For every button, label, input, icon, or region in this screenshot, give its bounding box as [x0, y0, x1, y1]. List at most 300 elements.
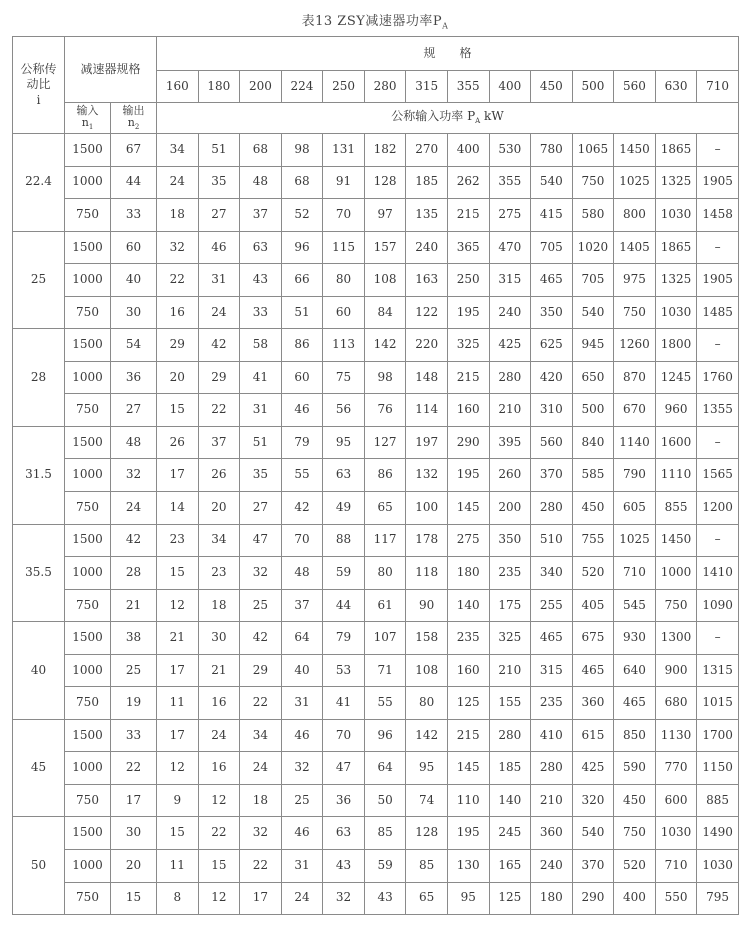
power-cell: 315: [489, 264, 531, 297]
input-speed-cell: 750: [65, 296, 111, 329]
power-cell: 108: [364, 264, 406, 297]
power-cell: 117: [364, 524, 406, 557]
power-cell: 280: [531, 492, 573, 525]
power-cell: 110: [447, 784, 489, 817]
power-cell: 130: [447, 850, 489, 883]
power-cell: 1865: [655, 134, 697, 167]
power-cell: 1405: [614, 231, 656, 264]
input-speed-cell: 750: [65, 882, 111, 915]
input-speed-cell: 1000: [65, 850, 111, 883]
table-row: [13, 622, 739, 655]
power-cell: 1030: [655, 296, 697, 329]
power-cell: 17: [157, 719, 199, 752]
power-cell: 175: [489, 589, 531, 622]
output-speed-symbol: n: [127, 115, 135, 129]
input-speed-cell: 1000: [65, 264, 111, 297]
table-row: [13, 524, 739, 557]
power-cell: 465: [531, 622, 573, 655]
power-cell: 530: [489, 134, 531, 167]
power-cell: 21: [198, 654, 240, 687]
power-cell: 255: [531, 589, 573, 622]
power-cell: 58: [240, 329, 282, 362]
power-cell: 74: [406, 784, 448, 817]
input-speed-cell: 750: [65, 589, 111, 622]
power-cell: 59: [364, 850, 406, 883]
power-cell: 245: [489, 817, 531, 850]
input-speed-cell: 750: [65, 492, 111, 525]
power-cell: 780: [531, 134, 573, 167]
power-cell: 1450: [614, 134, 656, 167]
power-cell: 585: [572, 459, 614, 492]
power-cell: 98: [364, 361, 406, 394]
power-cell: 400: [447, 134, 489, 167]
power-cell: 48: [240, 166, 282, 199]
power-cell: 1865: [655, 231, 697, 264]
ratio-cell: 31.5: [13, 426, 65, 524]
power-cell: 59: [323, 557, 365, 590]
power-cell: 71: [364, 654, 406, 687]
power-cell: 11: [157, 850, 199, 883]
power-cell: 520: [614, 850, 656, 883]
power-cell: 50: [364, 784, 406, 817]
power-cell: 1030: [655, 199, 697, 232]
power-table-body: [13, 37, 739, 915]
power-cell: 710: [614, 557, 656, 590]
power-cell: 22: [240, 850, 282, 883]
power-cell: 545: [614, 589, 656, 622]
power-cell: 34: [240, 719, 282, 752]
size-header-cell: 180: [198, 71, 240, 103]
power-cell: 16: [198, 687, 240, 720]
power-cell: 705: [531, 231, 573, 264]
ratio-header-line: 动比: [26, 77, 51, 92]
power-cell: 122: [406, 296, 448, 329]
power-cell: 44: [323, 589, 365, 622]
power-cell: 46: [281, 817, 323, 850]
power-cell: 855: [655, 492, 697, 525]
power-cell: 670: [614, 394, 656, 427]
power-cell: 27: [240, 492, 282, 525]
output-speed-cell: 22: [111, 752, 157, 785]
power-cell: 182: [364, 134, 406, 167]
power-cell: 145: [447, 492, 489, 525]
power-cell: 35: [198, 166, 240, 199]
power-cell: 885: [697, 784, 739, 817]
power-cell: 1315: [697, 654, 739, 687]
spec-header: 减速器规格: [65, 37, 157, 103]
power-cell: 1905: [697, 264, 739, 297]
power-cell: 90: [406, 589, 448, 622]
power-cell: 86: [364, 459, 406, 492]
power-cell: 24: [198, 296, 240, 329]
ratio-cell: 22.4: [13, 134, 65, 232]
power-cell: 107: [364, 622, 406, 655]
power-cell: 158: [406, 622, 448, 655]
power-cell: 215: [447, 719, 489, 752]
power-cell: 197: [406, 426, 448, 459]
power-cell: 1458: [697, 199, 739, 232]
power-cell: 465: [531, 264, 573, 297]
output-speed-cell: 24: [111, 492, 157, 525]
power-cell: 250: [447, 264, 489, 297]
power-cell: 49: [323, 492, 365, 525]
power-cell: 1325: [655, 264, 697, 297]
power-cell: 1325: [655, 166, 697, 199]
power-cell: 675: [572, 622, 614, 655]
power-cell: 68: [240, 134, 282, 167]
power-cell: 1110: [655, 459, 697, 492]
input-speed-cell: 1000: [65, 166, 111, 199]
power-cell: 23: [157, 524, 199, 557]
table-row: [13, 557, 739, 590]
power-cell: 155: [489, 687, 531, 720]
power-cell: 140: [489, 784, 531, 817]
power-cell: 76: [364, 394, 406, 427]
output-speed-cell: 21: [111, 589, 157, 622]
table-row: [13, 329, 739, 362]
power-cell: 31: [281, 850, 323, 883]
power-cell: 63: [323, 817, 365, 850]
power-cell: 135: [406, 199, 448, 232]
power-cell: 195: [447, 296, 489, 329]
power-cell: 240: [531, 850, 573, 883]
power-cell: 48: [281, 557, 323, 590]
power-cell: 420: [531, 361, 573, 394]
table-row: [13, 459, 739, 492]
power-cell: 1030: [697, 850, 739, 883]
power-cell: –: [697, 231, 739, 264]
power-cell: 70: [281, 524, 323, 557]
power-cell: 12: [198, 882, 240, 915]
power-cell: 1260: [614, 329, 656, 362]
input-speed-cell: 750: [65, 199, 111, 232]
size-header-cell: 355: [447, 71, 489, 103]
power-cell: 280: [531, 752, 573, 785]
power-cell: –: [697, 524, 739, 557]
power-cell: –: [697, 134, 739, 167]
power-cell: 755: [572, 524, 614, 557]
power-cell: 210: [489, 654, 531, 687]
power-cell: 240: [406, 231, 448, 264]
output-speed-cell: 15: [111, 882, 157, 915]
output-speed-header: [111, 103, 157, 134]
power-cell: 1355: [697, 394, 739, 427]
input-speed-header: [65, 103, 111, 134]
power-cell: 17: [157, 654, 199, 687]
power-cell: 770: [655, 752, 697, 785]
power-cell: 15: [198, 850, 240, 883]
power-cell: 65: [364, 492, 406, 525]
power-cell: 260: [489, 459, 531, 492]
input-speed-cell: 1500: [65, 134, 111, 167]
output-speed-cell: 30: [111, 817, 157, 850]
power-cell: –: [697, 622, 739, 655]
power-cell: 1800: [655, 329, 697, 362]
power-cell: 114: [406, 394, 448, 427]
power-cell: 160: [447, 394, 489, 427]
power-cell: 42: [198, 329, 240, 362]
power-cell: 24: [240, 752, 282, 785]
size-group-header: 规 格: [157, 37, 739, 71]
power-cell: 750: [655, 589, 697, 622]
power-cell: –: [697, 426, 739, 459]
power-cell: 53: [323, 654, 365, 687]
power-cell: 86: [281, 329, 323, 362]
power-cell: 100: [406, 492, 448, 525]
power-cell: 25: [240, 589, 282, 622]
power-cell: 108: [406, 654, 448, 687]
power-cell: 36: [323, 784, 365, 817]
power-cell: 710: [655, 850, 697, 883]
power-cell: 1140: [614, 426, 656, 459]
input-speed-cell: 1500: [65, 231, 111, 264]
power-cell: 520: [572, 557, 614, 590]
power-cell: 142: [406, 719, 448, 752]
power-cell: 16: [157, 296, 199, 329]
power-cell: 85: [406, 850, 448, 883]
output-speed-cell: 32: [111, 459, 157, 492]
power-cell: 127: [364, 426, 406, 459]
table-row: [13, 199, 739, 232]
power-cell: 355: [489, 166, 531, 199]
power-cell: 1065: [572, 134, 614, 167]
power-cell: 22: [240, 687, 282, 720]
power-cell: 360: [572, 687, 614, 720]
power-cell: 95: [406, 752, 448, 785]
size-header-cell: 315: [406, 71, 448, 103]
table-row: [13, 394, 739, 427]
size-header-cell: 710: [697, 71, 739, 103]
power-cell: 262: [447, 166, 489, 199]
output-speed-cell: 19: [111, 687, 157, 720]
output-speed-cell: 33: [111, 719, 157, 752]
table-row: [13, 719, 739, 752]
power-cell: 180: [531, 882, 573, 915]
ratio-header-line: 公称传: [20, 61, 57, 76]
size-header-cell: 280: [364, 71, 406, 103]
table-row: [13, 231, 739, 264]
power-cell: 640: [614, 654, 656, 687]
power-cell: 163: [406, 264, 448, 297]
power-cell: 930: [614, 622, 656, 655]
power-cell: 1905: [697, 166, 739, 199]
power-cell: 32: [323, 882, 365, 915]
ratio-cell: 35.5: [13, 524, 65, 622]
power-cell: 1565: [697, 459, 739, 492]
power-cell: 125: [447, 687, 489, 720]
power-cell: 46: [281, 719, 323, 752]
power-cell: 42: [240, 622, 282, 655]
power-cell: 113: [323, 329, 365, 362]
power-cell: 210: [489, 394, 531, 427]
power-cell: 70: [323, 719, 365, 752]
power-cell: 215: [447, 361, 489, 394]
power-cell: 800: [614, 199, 656, 232]
power-cell: 148: [406, 361, 448, 394]
power-cell: 96: [281, 231, 323, 264]
power-cell: 157: [364, 231, 406, 264]
power-cell: 325: [447, 329, 489, 362]
power-cell: 31: [198, 264, 240, 297]
power-cell: 1025: [614, 524, 656, 557]
power-cell: 12: [157, 589, 199, 622]
power-cell: 750: [572, 166, 614, 199]
power-cell: 24: [198, 719, 240, 752]
power-cell: 56: [323, 394, 365, 427]
power-cell: 31: [240, 394, 282, 427]
input-speed-cell: 1000: [65, 654, 111, 687]
power-cell: 21: [157, 622, 199, 655]
power-cell: 65: [406, 882, 448, 915]
input-speed-cell: 1000: [65, 361, 111, 394]
power-cell: 34: [198, 524, 240, 557]
power-cell: 425: [572, 752, 614, 785]
size-header-cell: 500: [572, 71, 614, 103]
output-speed-cell: 67: [111, 134, 157, 167]
power-cell: 1025: [614, 166, 656, 199]
table-row: [13, 426, 739, 459]
power-cell: 51: [281, 296, 323, 329]
power-cell: 215: [447, 199, 489, 232]
power-cell: 200: [489, 492, 531, 525]
power-cell: 8: [157, 882, 199, 915]
power-cell: 195: [447, 817, 489, 850]
output-speed-cell: 20: [111, 850, 157, 883]
power-cell: 20: [198, 492, 240, 525]
power-cell: 165: [489, 850, 531, 883]
power-header: [157, 103, 739, 134]
power-cell: 96: [364, 719, 406, 752]
input-speed-cell: 1500: [65, 524, 111, 557]
power-cell: 185: [489, 752, 531, 785]
power-cell: 178: [406, 524, 448, 557]
output-speed-cell: 27: [111, 394, 157, 427]
table-row: [13, 264, 739, 297]
power-cell: 470: [489, 231, 531, 264]
input-speed-cell: 750: [65, 687, 111, 720]
power-cell: 395: [489, 426, 531, 459]
power-cell: 1130: [655, 719, 697, 752]
power-cell: 195: [447, 459, 489, 492]
output-speed-cell: 28: [111, 557, 157, 590]
ratio-header: [13, 37, 65, 134]
power-cell: 280: [489, 719, 531, 752]
power-cell: 945: [572, 329, 614, 362]
power-cell: 43: [323, 850, 365, 883]
power-cell: 590: [614, 752, 656, 785]
output-speed-cell: 54: [111, 329, 157, 362]
ratio-cell: 28: [13, 329, 65, 427]
power-cell: 370: [572, 850, 614, 883]
table-row: [13, 784, 739, 817]
ratio-cell: 45: [13, 719, 65, 817]
power-cell: 465: [572, 654, 614, 687]
output-speed-cell: 38: [111, 622, 157, 655]
input-speed-label: 输入: [76, 104, 99, 118]
power-cell: 63: [240, 231, 282, 264]
output-speed-cell: 60: [111, 231, 157, 264]
ratio-cell: 40: [13, 622, 65, 720]
power-cell: 22: [198, 394, 240, 427]
output-speed-label: 输出: [122, 104, 145, 118]
power-cell: 60: [281, 361, 323, 394]
power-cell: 275: [489, 199, 531, 232]
power-cell: 185: [406, 166, 448, 199]
output-speed-cell: 17: [111, 784, 157, 817]
size-header-cell: 400: [489, 71, 531, 103]
power-cell: 450: [572, 492, 614, 525]
power-cell: 600: [655, 784, 697, 817]
output-speed-subscript: 2: [134, 122, 140, 131]
power-cell: 64: [281, 622, 323, 655]
power-cell: 22: [157, 264, 199, 297]
power-cell: 84: [364, 296, 406, 329]
power-cell: 91: [323, 166, 365, 199]
power-cell: 34: [157, 134, 199, 167]
power-cell: 560: [531, 426, 573, 459]
power-cell: 370: [531, 459, 573, 492]
power-cell: 125: [489, 882, 531, 915]
table-row: [13, 589, 739, 622]
power-cell: 1600: [655, 426, 697, 459]
size-header-cell: 250: [323, 71, 365, 103]
power-cell: 40: [281, 654, 323, 687]
input-speed-cell: 750: [65, 784, 111, 817]
power-cell: 1150: [697, 752, 739, 785]
power-cell: 1300: [655, 622, 697, 655]
power-cell: 52: [281, 199, 323, 232]
power-cell: 180: [447, 557, 489, 590]
table-title: [0, 10, 750, 31]
table-row: [13, 296, 739, 329]
power-cell: 128: [406, 817, 448, 850]
power-cell: 350: [531, 296, 573, 329]
power-cell: 750: [614, 817, 656, 850]
power-cell: 37: [240, 199, 282, 232]
power-cell: 9: [157, 784, 199, 817]
power-cell: 400: [614, 882, 656, 915]
input-speed-cell: 1000: [65, 459, 111, 492]
power-cell: 160: [447, 654, 489, 687]
power-cell: 900: [655, 654, 697, 687]
input-speed-cell: 1500: [65, 426, 111, 459]
power-cell: 365: [447, 231, 489, 264]
power-cell: 235: [447, 622, 489, 655]
size-header-cell: 200: [240, 71, 282, 103]
input-speed-cell: 1500: [65, 622, 111, 655]
table-row: [13, 882, 739, 915]
power-cell: 80: [364, 557, 406, 590]
power-cell: 142: [364, 329, 406, 362]
power-cell: 32: [240, 557, 282, 590]
power-cell: 550: [655, 882, 697, 915]
power-cell: 43: [364, 882, 406, 915]
size-header-cell: 630: [655, 71, 697, 103]
power-cell: 97: [364, 199, 406, 232]
power-cell: 425: [489, 329, 531, 362]
power-cell: 750: [614, 296, 656, 329]
power-cell: 625: [531, 329, 573, 362]
power-cell: 18: [198, 589, 240, 622]
input-speed-symbol: n: [81, 115, 89, 129]
power-cell: 235: [489, 557, 531, 590]
power-cell: 360: [531, 817, 573, 850]
power-cell: 33: [240, 296, 282, 329]
power-cell: 500: [572, 394, 614, 427]
power-cell: 37: [281, 589, 323, 622]
power-cell: 350: [489, 524, 531, 557]
power-cell: 24: [157, 166, 199, 199]
